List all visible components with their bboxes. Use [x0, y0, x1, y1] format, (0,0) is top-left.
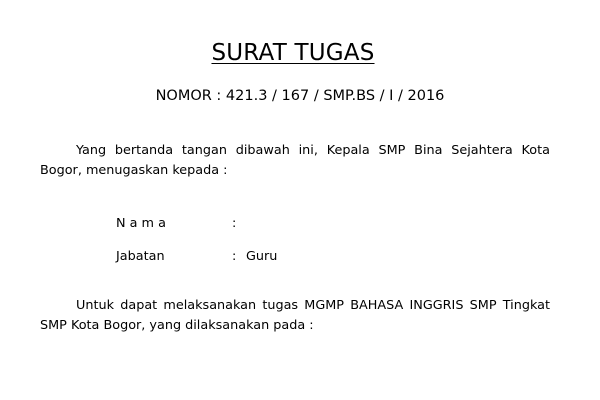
document-title: SURAT TUGAS [211, 40, 375, 66]
field-value: Guru [246, 249, 278, 264]
field-colon: : [232, 216, 237, 231]
document-number: NOMOR : 421.3 / 167 / SMP.BS / I / 2016 [155, 88, 445, 104]
field-colon: : [232, 249, 237, 264]
task-paragraph: Untuk dapat melaksanakan tugas MGMP BAHASA INGGRIS SMP Tingkat SMP Kota Bogor, yang dilaksanakan pada : [40, 298, 550, 333]
intro-paragraph: Yang bertanda tangan dibawah ini, Kepala SMP Bina Sejahtera Kota Bogor, menugaskan kepada : [40, 143, 550, 178]
field-label: Jabatan [116, 249, 165, 264]
field-label: N a m a [116, 216, 166, 231]
